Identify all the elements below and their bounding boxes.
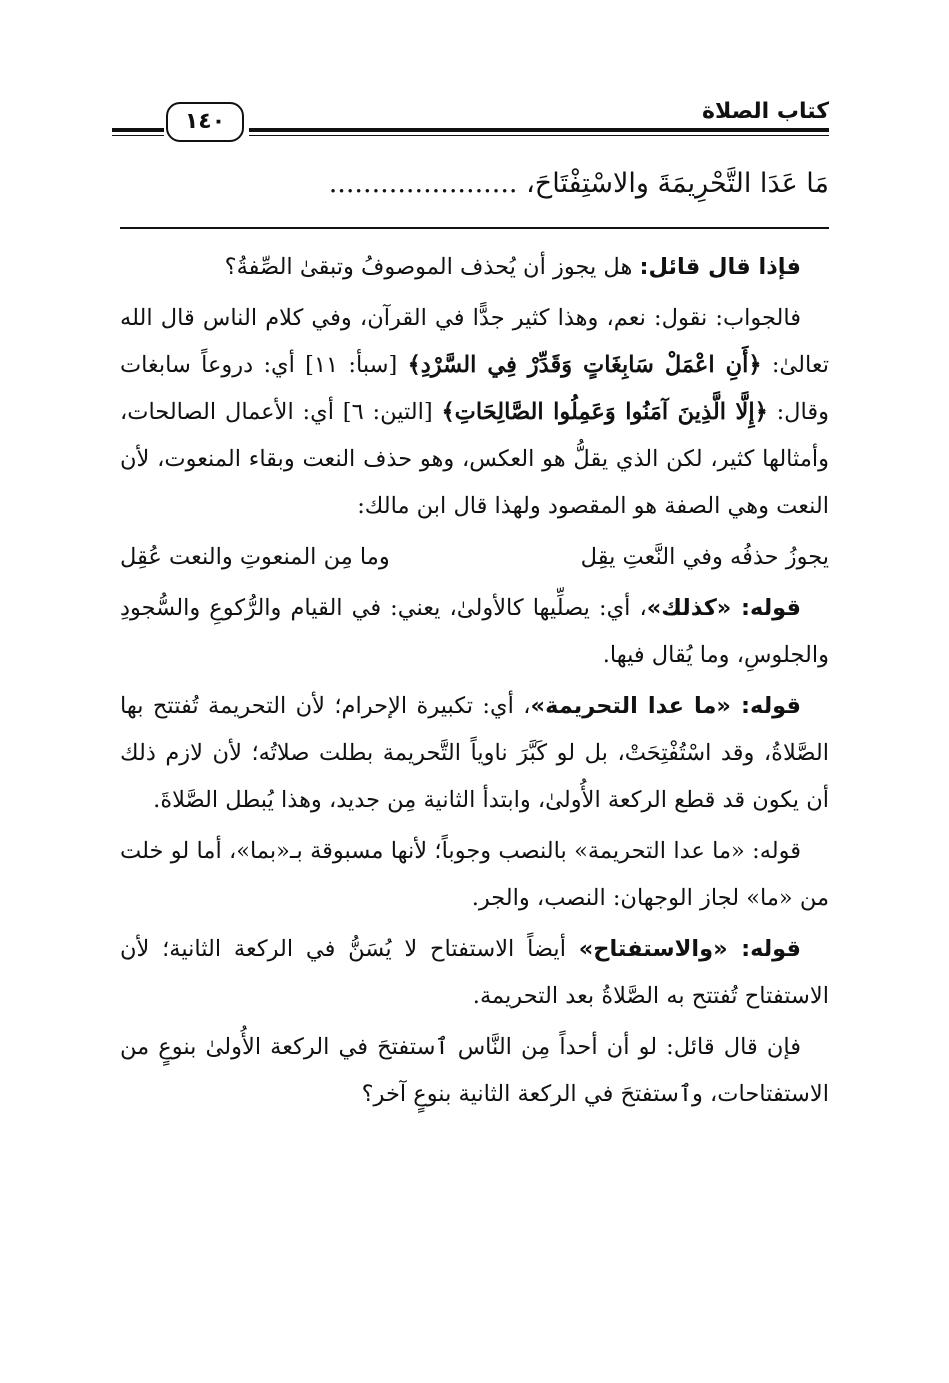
paragraph [120,828,829,922]
paragraph [120,244,829,291]
paragraph-text: [التين: ٦] أي: الأعمال الصالحات، وأمثالها كثير، لكن الذي يقلُّ هو العكس، وهو حذف النعت وبقاء المنعوت، لأن النعت وهي الصفة هو المقصود ولهذا قال ابن مالك: [120,399,829,519]
matn-divider [120,227,829,229]
paragraph [120,1024,829,1118]
paragraph-text: فالجواب: نقول: نعم، وهذا كثير جدًّا في القرآن، وفي كلام الناس قال الله تعالىٰ: [120,305,829,378]
poetry-verse [120,534,829,581]
header-rule [249,128,829,132]
matn-quote: قوله: «ما عدا التحريمة» [530,693,801,719]
paragraph [120,926,829,1020]
paragraph-text: أيضاً الاستفتاح لا يُسَنُّ في الركعة الثانية؛ لأن الاستفتاح تُفتتح به الصَّلاةُ بعد التحريمة. [120,936,829,1009]
quran-verse: ﴿إِلَّا الَّذِينَ آمَنُوا وَعَمِلُوا الصَّالِحَاتِ﴾ [441,399,768,425]
running-header [112,92,829,152]
paragraph [120,295,829,530]
quran-verse: ﴿أَنِ اعْمَلْ سَابِغَاتٍ وَقَدِّرْ فِي السَّرْدِ﴾ [407,352,762,378]
book-title: كتاب الصلاة [702,99,829,124]
paragraph [120,585,829,679]
paragraph-text: ، أي: يصلِّيها كالأولىٰ، يعني: في القيام والرُّكوعِ والسُّجودِ والجلوسِ، وما يُقال فيها. [120,595,829,668]
page-number: ١٤٠ [166,102,244,142]
paragraph-text: فإن قال قائل: لو أن أحداً مِن النَّاس ٱستفتحَ في الركعة الأُولىٰ بنوعٍ من الاستفتاحات، وٱستفتحَ في الركعة الثانية بنوعٍ آخر؟ [120,1034,829,1107]
paragraph-text: هل يجوز أن يُحذف الموصوفُ وتبقىٰ الصِّفةُ؟ [224,254,640,280]
header-rule [112,128,164,132]
header-rule [249,135,829,136]
matn-quote: قوله: «كذلك» [646,595,801,621]
matn-quote: قوله: «والاستفتاح» [578,936,802,962]
verse-second-hemistich: يجوزُ حذفُه وفي النَّعتِ يقِل [580,544,829,570]
paragraph-text: [سبأ: ١١] أي: دروعاً سابغات وقال: [120,352,829,425]
verse-first-hemistich: وما مِن المنعوتِ والنعت عُقِل [120,544,390,570]
question-lead: فإذا قال قائل: [639,254,801,280]
paragraph-text: ، أي: تكبيرة الإحرام؛ لأن التحريمة تُفتتح بها الصَّلاةُ، وقد اسْتُفْتِحَتْ، بل لو كَبَّرَ ناوياً التَّحريمة بطلت صلاتُه؛ لأن لازم ذلك أن يكون قد قطع الركعة الأُولىٰ، وابتدأ الثانية مِن جديد، وهذا يُبطل الصَّلاةَ. [120,693,829,813]
commentary-body [120,244,829,1122]
paragraph-text: قوله: «ما عدا التحريمة» بالنصب وجوباً؛ لأنها مسبوقة بـ«بما»، أما لو خلت من «ما» لجاز الوجهان: النصب، والجر. [120,838,829,911]
matn-text: مَا عَدَا التَّحْرِيمَةَ والاسْتِفْتَاحَ، ...................... [328,168,829,199]
paragraph [120,683,829,824]
header-rule [112,135,164,136]
